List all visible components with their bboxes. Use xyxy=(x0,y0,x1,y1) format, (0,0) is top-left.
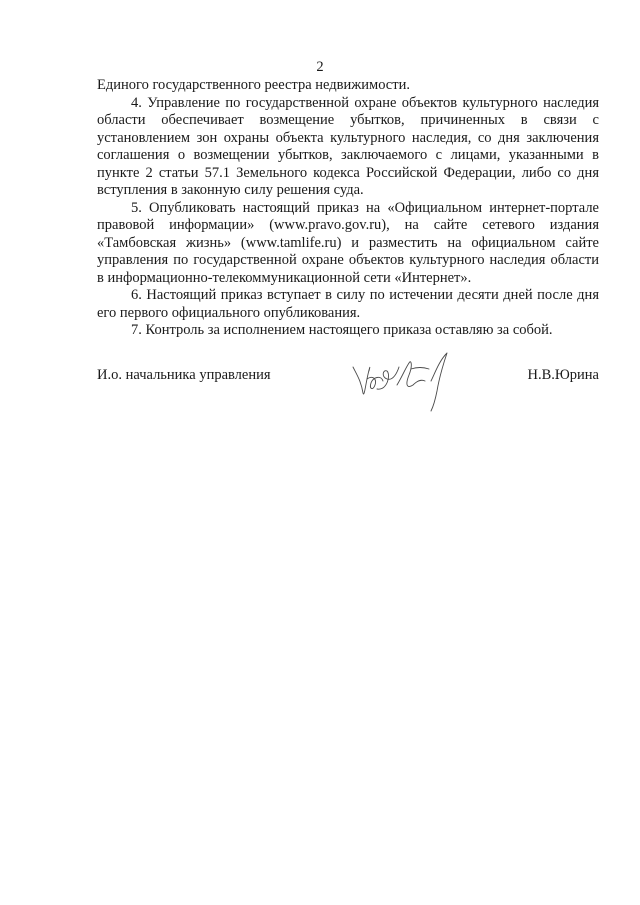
signatory-name: Н.В.Юрина xyxy=(527,367,599,383)
paragraph-item-7: 7. Контроль за исполнением настоящего приказа оставляю за собой. xyxy=(131,322,553,338)
page-number: 2 xyxy=(316,59,324,75)
signatory-title: И.о. начальника управления xyxy=(97,367,271,383)
signature-block xyxy=(97,345,599,425)
paragraph-item-6: 6. Настоящий приказ вступает в силу по истечении десяти дней после дня его первого официального опубликования. xyxy=(97,287,599,321)
paragraph-item-5: 5. Опубликовать настоящий приказ на «Официальном интернет-портале правовой информации» (www.pravo.gov.ru), на сайте сетевого издания «Тамбовская жизнь» (www.tamlife.ru) и разместить на официальном сайте управления по государственной охране объектов культурного наследия области в информационно-телекоммуникационной сети «Интернет». xyxy=(97,199,599,286)
paragraph-item-4: 4. Управление по государственной охране объектов культурного наследия области обеспечивает возмещение убытков, причиненных в связи с установлением зон охраны объекта культурного наследия, со дня заключения соглашения о возмещении убытков, заключаемого с лицами, указанными в пункте 2 статьи 57.1 Земельного кодекса Российской Федерации, либо со дня вступления в законную силу решения суда. xyxy=(97,94,599,198)
paragraph-continuation: Единого государственного реестра недвижимости. xyxy=(97,77,410,93)
document-body xyxy=(97,77,599,340)
handwritten-signature xyxy=(347,345,457,415)
